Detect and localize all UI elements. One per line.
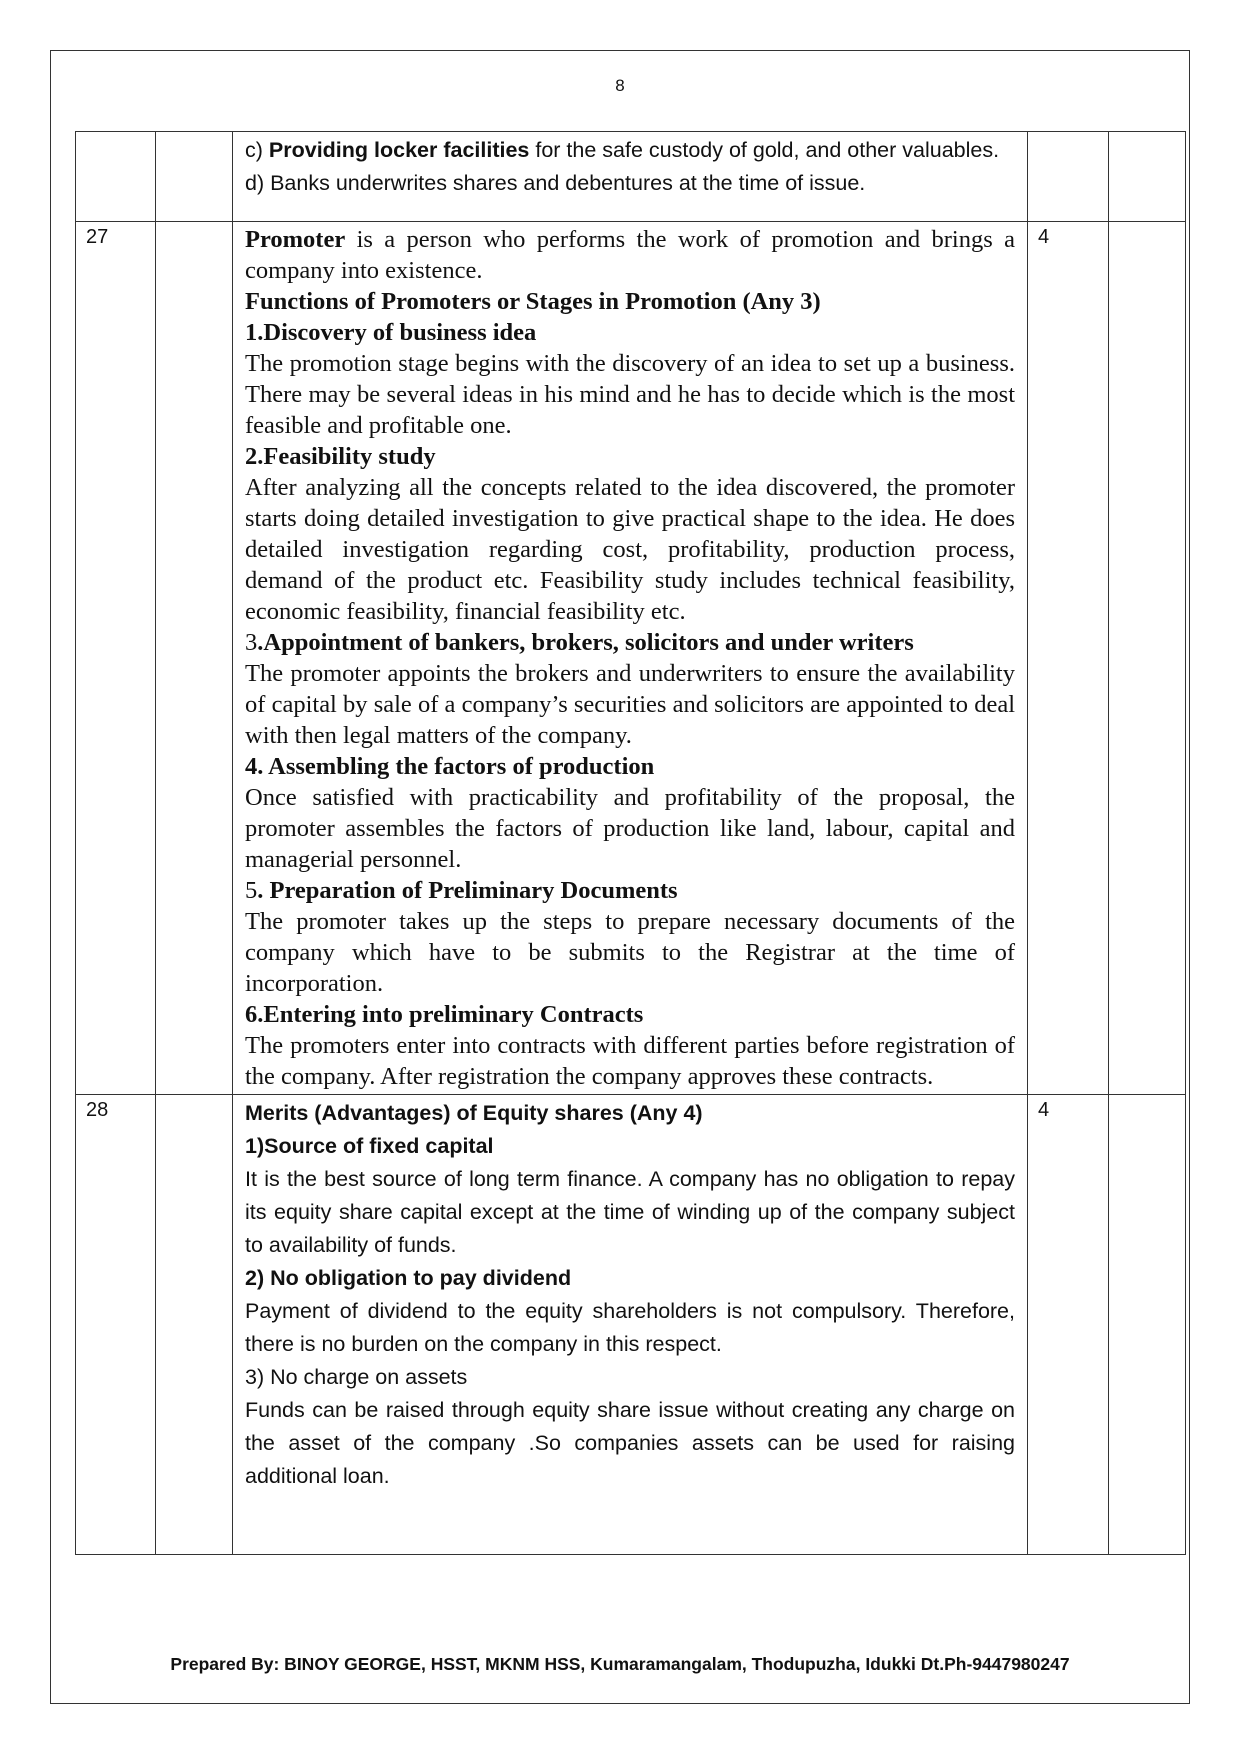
intro-text: Promoter is a person who performs the work of promotion and brings a company into existence.: [245, 226, 1015, 284]
point-title: 3.Appointment of bankers, brokers, solicitors and under writers: [245, 629, 914, 656]
point-title: 2) No obligation to pay dividend: [245, 1266, 572, 1290]
point-body: After analyzing all the concepts related to the idea discovered, the promoter starts doing detailed investigation to give practical shape to the idea. He does detailed investigation regarding cost, profitability, production process, demand of the product etc. Feasibility study includes technical feasibility, economic feasibility, financial feasibility etc.: [245, 474, 1015, 625]
point-body: The promoters enter into contracts with different parties before registration of the company. After registration the company approves these contracts.: [245, 1032, 1015, 1090]
blank-cell: [156, 1095, 233, 1555]
bold-term: Providing locker facilities: [268, 138, 530, 162]
point-title: 4. Assembling the factors of production: [245, 753, 655, 780]
table-row: [76, 132, 1186, 222]
point-body: The promotion stage begins with the discovery of an idea to set up a business. There may be several ideas in his mind and he has to decide which is the most feasible and profitable one.: [245, 350, 1015, 439]
table-row: [76, 222, 1186, 1095]
answer-point-c: c) Providing locker facilities for the safe custody of gold, and other valuables.: [245, 138, 1000, 162]
blank-cell: [156, 222, 233, 1095]
page-frame: [50, 50, 1190, 1704]
marks-cell: [1028, 132, 1109, 222]
question-number-cell: 27: [76, 222, 156, 1095]
blank-cell: [156, 132, 233, 222]
answer-cell: [233, 1095, 1028, 1555]
point-body: The promoter appoints the brokers and underwriters to ensure the availability of capital by sale of a company’s securities and solicitors are appointed to deal with then legal matters of the company.: [245, 660, 1015, 749]
point-body: It is the best source of long term finance. A company has no obligation to repay its equity share capital except at the time of winding up of the company subject to availability of funds.: [245, 1167, 1015, 1257]
point-body: The promoter takes up the steps to prepare necessary documents of the company which have to be submits to the Registrar at the time of incorporation.: [245, 908, 1015, 997]
point-title: 3) No charge on assets: [245, 1365, 468, 1389]
point-title: 1)Source of fixed capital: [245, 1134, 494, 1158]
point-title: 2.Feasibility study: [245, 443, 436, 470]
point-title: 1.Discovery of business idea: [245, 319, 537, 346]
point-title: 6.Entering into preliminary Contracts: [245, 1001, 644, 1028]
question-number-cell: [76, 132, 156, 222]
question-number-cell: 28: [76, 1095, 156, 1555]
table-row: [76, 1095, 1186, 1555]
answer-cell: [233, 222, 1028, 1095]
bold-term: Promoter: [245, 226, 346, 253]
blank-cell: [1109, 222, 1186, 1095]
blank-cell: [1109, 1095, 1186, 1555]
section-heading: Functions of Promoters or Stages in Promotion (Any 3): [245, 288, 821, 315]
answer-cell: [233, 132, 1028, 222]
marks-cell: 4: [1028, 1095, 1109, 1555]
page-number: 8: [615, 76, 625, 95]
section-heading: Merits (Advantages) of Equity shares (Any 4): [245, 1101, 703, 1125]
answer-point-d: d) Banks underwrites shares and debentures at the time of issue.: [245, 171, 866, 195]
point-body: Payment of dividend to the equity shareholders is not compulsory. Therefore, there is no burden on the company in this respect.: [245, 1299, 1015, 1356]
answer-table: [75, 131, 1186, 1555]
point-body: Once satisfied with practicability and profitability of the proposal, the promoter assembles the factors of production like land, labour, capital and managerial personnel.: [245, 784, 1015, 873]
blank-cell: [1109, 132, 1186, 222]
point-title: 5. Preparation of Preliminary Documents: [245, 877, 678, 904]
marks-cell: 4: [1028, 222, 1109, 1095]
footer-credit: Prepared By: BINOY GEORGE, HSST, MKNM HSS, Kumaramangalam, Thodupuzha, Idukki Dt.Ph-9447980247: [170, 1654, 1070, 1674]
point-body: Funds can be raised through equity share issue without creating any charge on the asset of the company .So companies assets can be used for raising additional loan.: [245, 1398, 1015, 1488]
